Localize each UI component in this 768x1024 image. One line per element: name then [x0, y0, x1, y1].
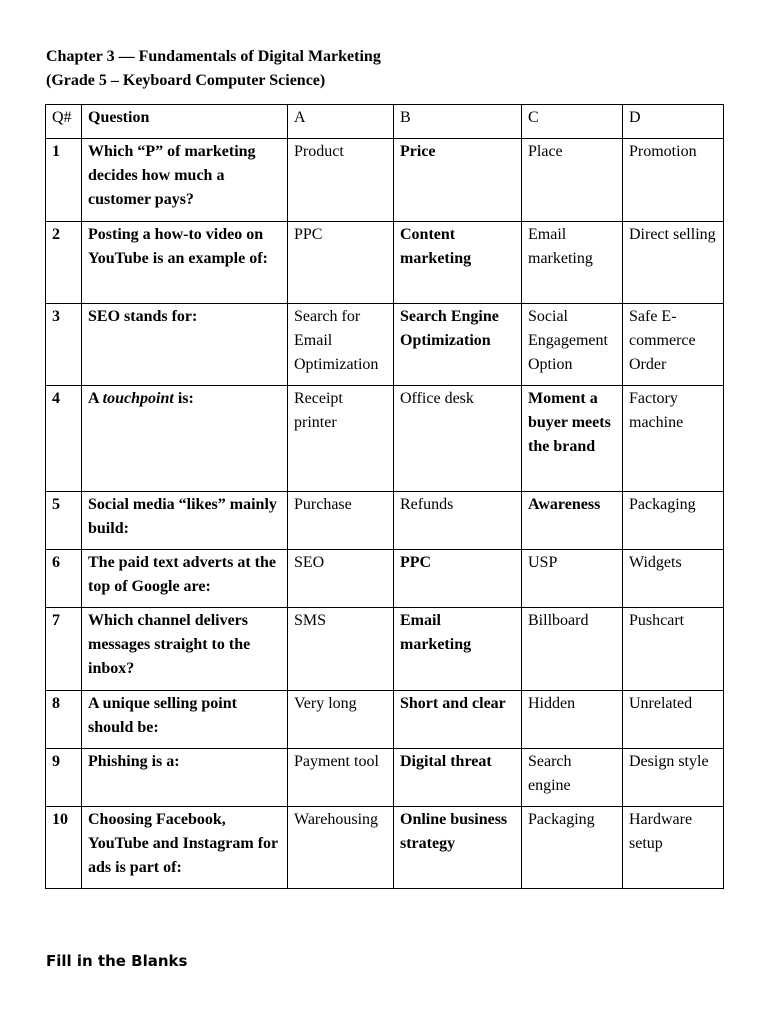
- question-text: Social media “likes” mainly build:: [82, 492, 288, 550]
- document-title: [46, 45, 381, 93]
- table-row: [46, 222, 724, 304]
- question-text: SEO stands for:: [82, 304, 288, 386]
- table-row: [46, 608, 724, 691]
- question-text: A unique selling point should be:: [82, 691, 288, 749]
- option-c: Hidden: [522, 691, 623, 749]
- option-a: Payment tool: [288, 749, 394, 807]
- option-b: Search Engine Optimization: [394, 304, 522, 386]
- option-c: Awareness: [522, 492, 623, 550]
- header-question: Question: [82, 105, 288, 139]
- question-text: Phishing is a:: [82, 749, 288, 807]
- table-row: [46, 139, 724, 222]
- question-number: 4: [46, 386, 82, 492]
- table-row: [46, 386, 724, 492]
- option-a: Warehousing: [288, 807, 394, 889]
- option-a: PPC: [288, 222, 394, 304]
- question-number: 5: [46, 492, 82, 550]
- option-b: Email marketing: [394, 608, 522, 691]
- option-d: Factory machine: [623, 386, 724, 492]
- option-d: Widgets: [623, 550, 724, 608]
- option-b: Digital threat: [394, 749, 522, 807]
- quiz-table: [45, 104, 724, 889]
- option-d: Design style: [623, 749, 724, 807]
- option-a: Product: [288, 139, 394, 222]
- question-text: Which channel delivers messages straight to the inbox?: [82, 608, 288, 691]
- option-b: Refunds: [394, 492, 522, 550]
- title-line-2: (Grade 5 – Keyboard Computer Science): [46, 72, 326, 89]
- option-d: Safe E-commerce Order: [623, 304, 724, 386]
- question-number: 6: [46, 550, 82, 608]
- option-a: Purchase: [288, 492, 394, 550]
- option-a: Search for Email Optimization: [288, 304, 394, 386]
- header-qnum: Q#: [46, 105, 82, 139]
- question-number: 9: [46, 749, 82, 807]
- question-number: 10: [46, 807, 82, 889]
- question-text: Choosing Facebook, YouTube and Instagram for ads is part of:: [82, 807, 288, 889]
- option-b: Content marketing: [394, 222, 522, 304]
- option-c: Packaging: [522, 807, 623, 889]
- question-number: 1: [46, 139, 82, 222]
- question-text: The paid text adverts at the top of Google are:: [82, 550, 288, 608]
- question-text: Which “P” of marketing decides how much a customer pays?: [82, 139, 288, 222]
- header-a: A: [288, 105, 394, 139]
- option-d: Unrelated: [623, 691, 724, 749]
- table-row: [46, 749, 724, 807]
- section-heading: Fill in the Blanks: [46, 952, 188, 970]
- option-b: Office desk: [394, 386, 522, 492]
- option-a: Receipt printer: [288, 386, 394, 492]
- option-d: Promotion: [623, 139, 724, 222]
- option-c: Social Engagement Option: [522, 304, 623, 386]
- question-text-post: is:: [173, 390, 194, 407]
- option-d: Direct selling: [623, 222, 724, 304]
- question-text-emphasis: touchpoint: [102, 390, 174, 407]
- header-d: D: [623, 105, 724, 139]
- option-b: PPC: [394, 550, 522, 608]
- question-text: Posting a how-to video on YouTube is an example of:: [82, 222, 288, 304]
- header-row: [46, 105, 724, 139]
- option-c: Billboard: [522, 608, 623, 691]
- question-text: [82, 386, 288, 492]
- question-text-pre: A: [88, 390, 103, 407]
- option-c: Place: [522, 139, 623, 222]
- header-c: C: [522, 105, 623, 139]
- option-c: USP: [522, 550, 623, 608]
- question-number: 2: [46, 222, 82, 304]
- option-a: SEO: [288, 550, 394, 608]
- option-c: Search engine: [522, 749, 623, 807]
- table-row: [46, 691, 724, 749]
- table-row: [46, 304, 724, 386]
- option-b: Short and clear: [394, 691, 522, 749]
- option-c: Email marketing: [522, 222, 623, 304]
- option-a: Very long: [288, 691, 394, 749]
- table-row: [46, 807, 724, 889]
- header-b: B: [394, 105, 522, 139]
- question-number: 8: [46, 691, 82, 749]
- option-a: SMS: [288, 608, 394, 691]
- option-d: Hardware setup: [623, 807, 724, 889]
- table-row: [46, 550, 724, 608]
- table-row: [46, 492, 724, 550]
- option-c: Moment a buyer meets the brand: [522, 386, 623, 492]
- question-number: 3: [46, 304, 82, 386]
- title-line-1: Chapter 3 — Fundamentals of Digital Marketing: [46, 48, 381, 65]
- option-d: Pushcart: [623, 608, 724, 691]
- option-b: Price: [394, 139, 522, 222]
- option-d: Packaging: [623, 492, 724, 550]
- question-number: 7: [46, 608, 82, 691]
- option-b: Online business strategy: [394, 807, 522, 889]
